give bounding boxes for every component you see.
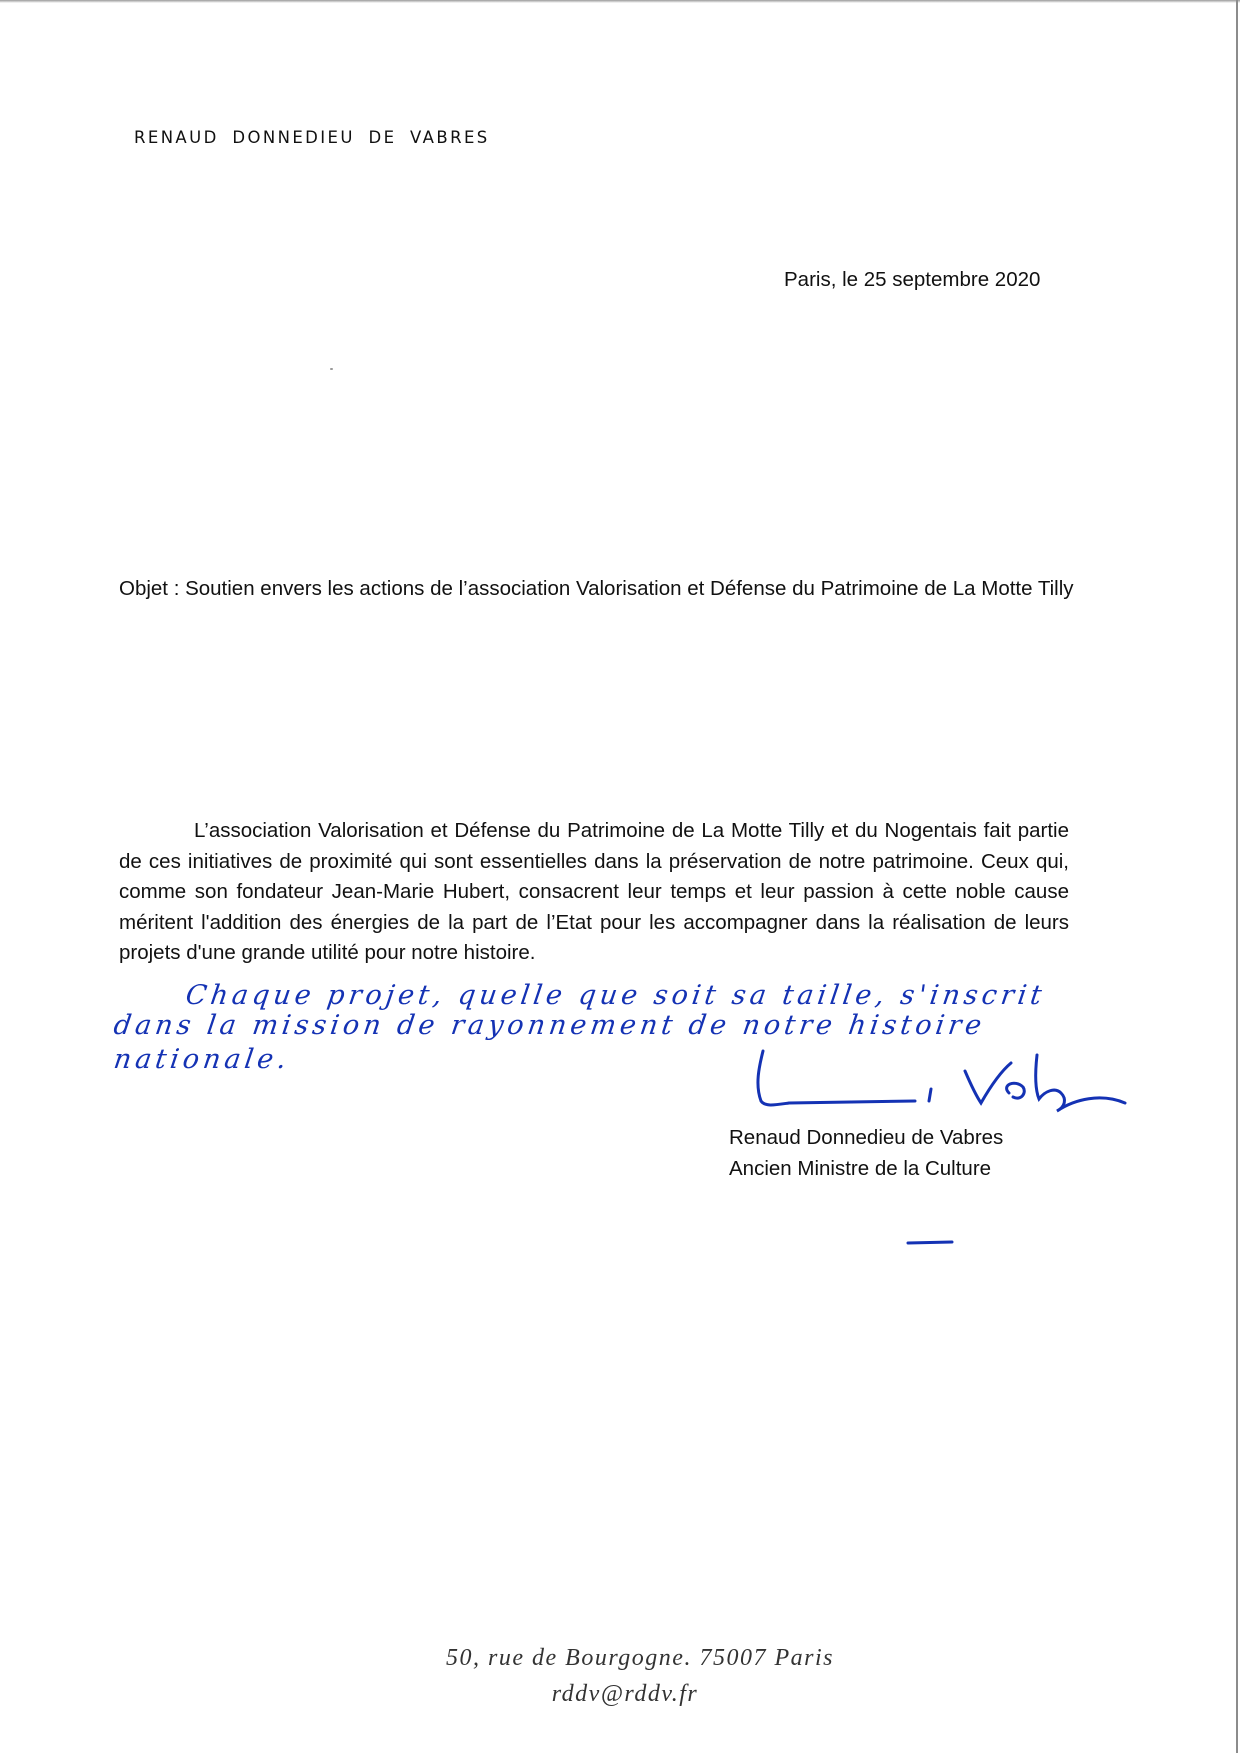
handwritten-signature bbox=[745, 1045, 1145, 1115]
signatory-name: Renaud Donnedieu de Vabres bbox=[729, 1126, 1004, 1149]
signatory-block bbox=[729, 1122, 1003, 1184]
handwritten-line-1: Chaque projet, quelle que soit sa taille, s'inscrit bbox=[183, 980, 1048, 1011]
footer-address-block bbox=[0, 1640, 1240, 1712]
footer-email: rddv@rddv.fr bbox=[551, 1681, 699, 1707]
scan-top-edge bbox=[0, 0, 1240, 3]
footer-address: 50, rue de Bourgogne. 75007 Paris bbox=[446, 1645, 834, 1671]
signatory-title: Ancien Ministre de la Culture bbox=[729, 1157, 992, 1180]
letter-subject: Objet : Soutien envers les actions de l’association Valorisation et Défense du Patrimoine de La Motte Tilly bbox=[119, 577, 1074, 600]
scan-speck bbox=[330, 368, 333, 370]
scan-right-edge bbox=[1236, 0, 1238, 1753]
handwritten-line-2: dans la mission de rayonnement de notre histoire bbox=[111, 1010, 988, 1041]
sender-header: RENAUD DONNEDIEU DE VABRES bbox=[134, 128, 490, 147]
handwritten-line-3: nationale. bbox=[111, 1044, 293, 1075]
ink-dash-mark bbox=[906, 1240, 954, 1310]
letter-body: L’association Valorisation et Défense du Patrimoine de La Motte Tilly et du Nogentais fait partie de ces initiatives de proximité qui sont essentielles dans la préservation de notre patrimoine. Ceux qui, comme son fondateur Jean-Marie Hubert, consacrent leur temps et leur passion à cette noble cause méritent l'addition des énergies de la part de l’Etat pour les accompagner dans la réalisation de leurs projets d'une grande utilité pour notre histoire. bbox=[119, 819, 1069, 964]
letter-date: Paris, le 25 septembre 2020 bbox=[784, 268, 1041, 291]
